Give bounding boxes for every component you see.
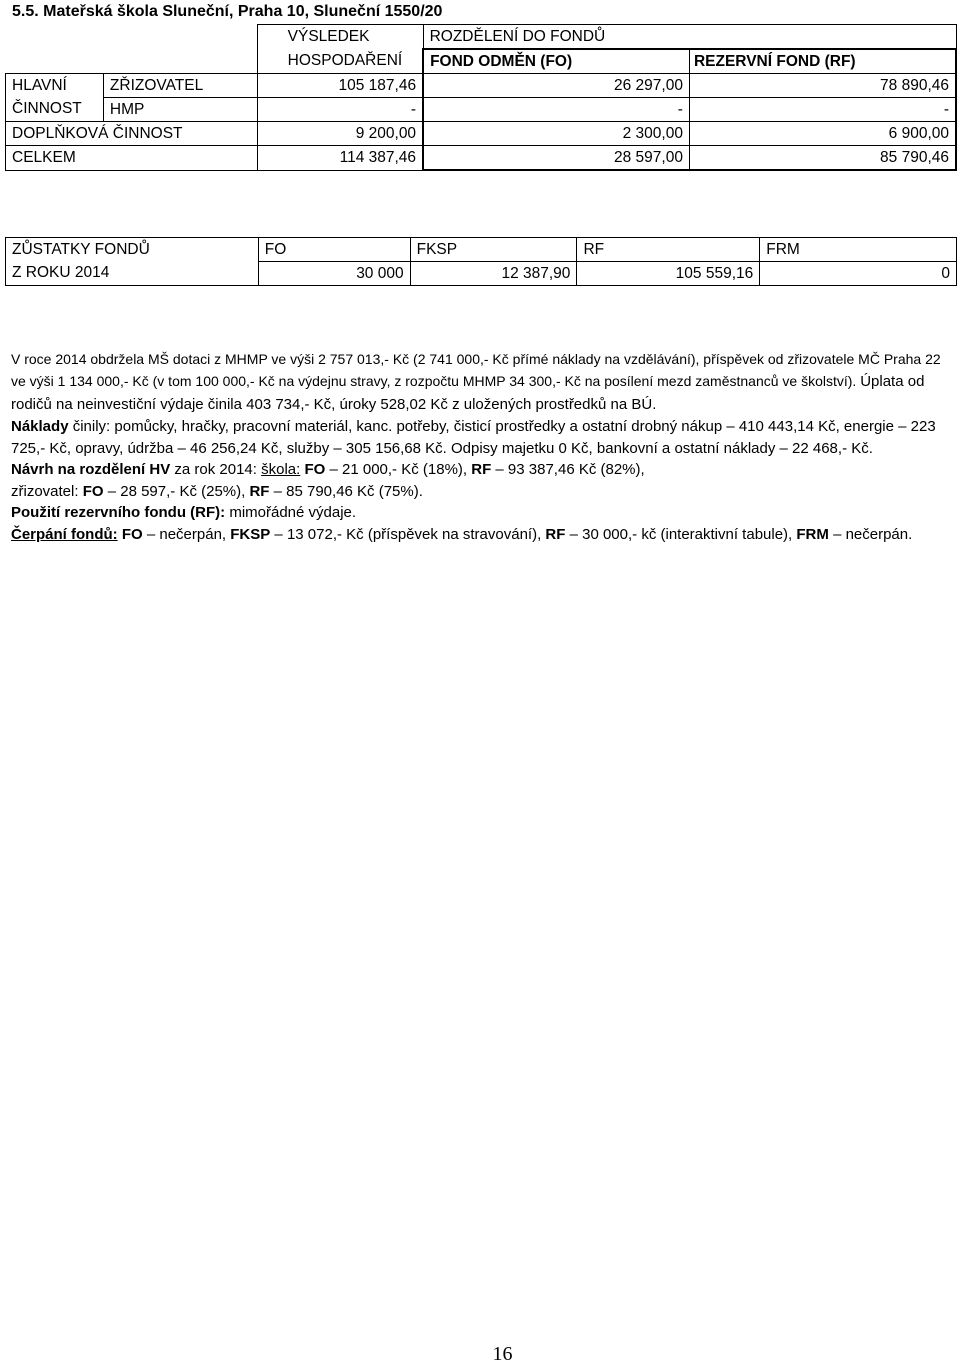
- hlavni-label-2: ČINNOST: [12, 100, 82, 117]
- result-table: [5, 24, 957, 171]
- balance-value-fksp: 12 387,90: [410, 262, 577, 286]
- pouziti-text: mimořádné výdaje.: [229, 504, 357, 522]
- cerp-rf: RF: [545, 525, 566, 543]
- row-label-celkem: CELKEM: [6, 146, 258, 171]
- zriz-fo: FO: [82, 482, 104, 500]
- cerp-frm: FRM: [796, 525, 829, 543]
- balance-label-2: Z ROKU 2014: [6, 262, 259, 286]
- hlavni-cinnost-cell: [6, 74, 104, 122]
- zriz-label: zřizovatel:: [11, 482, 79, 500]
- navrh-skola: škola:: [261, 461, 301, 479]
- section-title: 5.5. Mateřská škola Sluneční, Praha 10, Sluneční 1550/20: [12, 3, 443, 20]
- cerp-fo: FO: [121, 525, 143, 543]
- balance-header-fksp: FKSP: [410, 238, 577, 262]
- naklady-label: Náklady: [11, 418, 69, 435]
- header-vysledek-2: HOSPODAŘENÍ: [257, 49, 423, 74]
- cerp-fksp: FKSP: [230, 525, 271, 543]
- pouziti-label: Použití rezervního fondu (RF):: [11, 504, 226, 522]
- row-vh-hmp: -: [257, 98, 423, 122]
- row-rf-doplnkova: 6 900,00: [689, 122, 956, 146]
- row-rf-hmp: -: [689, 98, 956, 122]
- report-text: V roce 2014 obdržela MŠ dotaci z MHMP ve výši 2 757 013,- Kč (2 741 000,- Kč přímé náklady na vzdělávání), příspěvek od zřizovatele MČ Praha 22 ve výši 1 134 000,- Kč (v tom 100 000,- Kč na výdejnu stravy, z rozpočtu MHMP 34 300,- Kč na posílení mezd zaměstnanců ve školství). Úplata od rodičů na neinvestiční výdaje činila 403 734,- Kč, úroky 528,02 Kč z uložených prostředků na BÚ. Náklady činily: pomůcky, hračky, pracovní materiál, kanc. potřeby, čisticí prostředky a ostatní drobný nákup – 410 443,14 Kč, energie – 223 725,- Kč, opravy, údržba – 46 256,24 Kč, služby – 305 156,68 Kč. Odpisy majetku 0 Kč, bankovní a ostatní náklady – 22 468,- Kč. Návrh na rozdělení HV za rok 2014: škola: FO – 21 000,- Kč (18%), RF – 93 387,46 Kč (82%), zřizovatel: FO – 28 597,- Kč (25%), RF – 85 790,46 Kč (75%). Použití rezervního fondu (RF): mimořádné výdaje. Čerpání fondů: FO – nečerpán, FKSP – 13 072,- Kč (příspěvek na stravování), RF – 30 000,- kč (interaktivní tabule), FRM – nečerpán.: [11, 351, 941, 543]
- row-fo-hmp: -: [423, 98, 689, 122]
- balance-header-rf: RF: [577, 238, 760, 262]
- p1-text: V roce 2014 obdržela MŠ dotaci z MHMP ve výši 2 757 013,- Kč (2 741 000,- Kč přímé náklady na vzdělávání), příspěvek od zřizovatele MČ Praha 22 ve výši 1 134 000,- Kč (v tom 100 000,- Kč na výdejnu stravy, z rozpočtu MHMP 34 300,- Kč na posílení mezd zaměstnanců ve školství).: [11, 351, 941, 389]
- cerp-fo-value: nečerpán,: [159, 525, 227, 543]
- p1b-text: Úplata od rodičů na neinvestiční výdaje činila 403 734,- Kč, úroky 528,02 Kč z uložených prostředků na BÚ.: [11, 373, 925, 413]
- hlavni-label-1: HLAVNÍ: [12, 77, 67, 94]
- row-vh-zrizovatel: 105 187,46: [257, 74, 423, 98]
- fund-balance-table: [5, 237, 957, 286]
- cerpani-label: Čerpání fondů:: [11, 525, 118, 543]
- balance-header-frm: FRM: [760, 238, 957, 262]
- row-label-zrizovatel: ZŘIZOVATEL: [103, 74, 257, 98]
- zriz-fo-value: – 28 597,- Kč (25%),: [107, 482, 246, 500]
- page-number: 16: [492, 1343, 513, 1365]
- row-label-hmp: HMP: [103, 98, 257, 122]
- navrh-fo-value: – 21 000,- Kč (18%),: [329, 461, 468, 479]
- row-fo-zrizovatel: 26 297,00: [423, 74, 689, 98]
- naklady-text: činily: pomůcky, hračky, pracovní materiál, kanc. potřeby, čisticí prostředky a ostatní drobný nákup – 410 443,14 Kč, energie – 223 725,- Kč, opravy, údržba – 46 256,24 Kč, služby – 305 156,68 Kč. Odpisy majetku 0 Kč, bankovní a ostatní náklady – 22 468,- Kč.: [11, 418, 936, 457]
- cerp-rf-value: 30 000,- kč (interaktivní tabule),: [582, 525, 793, 543]
- row-label-doplnkova: DOPLŇKOVÁ ČINNOST: [6, 122, 258, 146]
- balance-value-fo: 30 000: [258, 262, 410, 286]
- row-vh-doplnkova: 9 200,00: [257, 122, 423, 146]
- header-rf: REZERVNÍ FOND (RF): [689, 49, 956, 74]
- row-fo-celkem: 28 597,00: [423, 146, 689, 171]
- balance-label-1: ZŮSTATKY FONDŮ: [6, 238, 259, 262]
- header-rozdeleni: ROZDĚLENÍ DO FONDŮ: [423, 25, 956, 50]
- navrh-rf-value: – 93 387,46 Kč (82%),: [495, 461, 645, 479]
- header-fo: FOND ODMĚN (FO): [423, 49, 689, 74]
- cerp-frm-value: – nečerpán.: [833, 525, 913, 543]
- balance-value-frm: 0: [760, 262, 957, 286]
- zriz-rf-value: – 85 790,46 Kč (75%).: [273, 482, 423, 500]
- row-fo-doplnkova: 2 300,00: [423, 122, 689, 146]
- balance-header-fo: FO: [258, 238, 410, 262]
- header-vysledek-1: VÝSLEDEK: [257, 25, 423, 50]
- row-vh-celkem: 114 387,46: [257, 146, 423, 171]
- navrh-label: Návrh na rozdělení HV: [11, 461, 171, 479]
- row-rf-celkem: 85 790,46: [689, 146, 956, 171]
- header-empty-cell: [6, 25, 258, 74]
- zriz-rf: RF: [249, 482, 270, 500]
- balance-value-rf: 105 559,16: [577, 262, 760, 286]
- navrh-text: za rok 2014:: [174, 461, 257, 479]
- navrh-rf: RF: [471, 461, 492, 479]
- navrh-fo: FO: [304, 461, 326, 479]
- cerp-fksp-value: 13 072,- Kč (příspěvek na stravování),: [286, 525, 542, 543]
- row-rf-zrizovatel: 78 890,46: [689, 74, 956, 98]
